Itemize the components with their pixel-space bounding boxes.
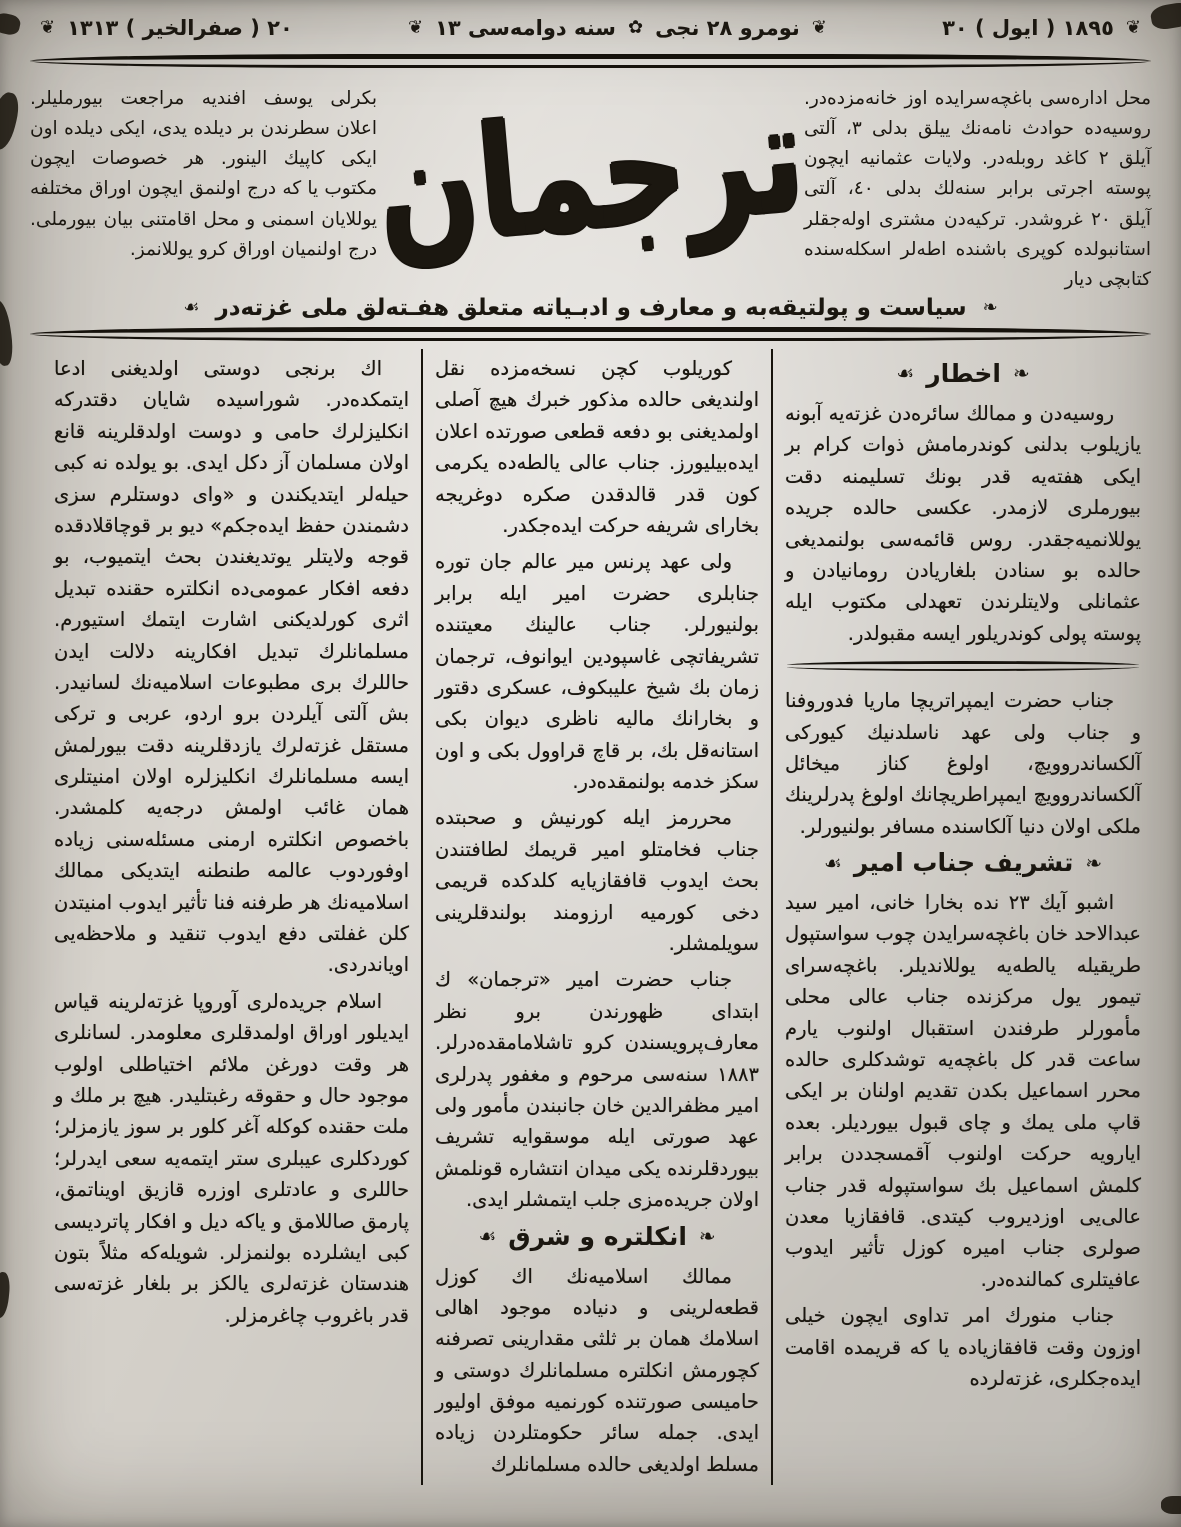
flourish-icon: ☙ (478, 1224, 497, 1249)
date-hijri: ٢٠ ( صفرالخير ) ١٣١٣ (67, 16, 293, 40)
flourish-icon: ☙ (183, 296, 200, 318)
article-columns (30, 349, 1151, 1485)
subtitle-row (30, 295, 1151, 321)
article-paragraph: محررمز ايله كورنيش و صحبتده جناب فخامتلو امير قريمك لطافتندن بحث ايدوب قافقازيايه كلدكده قريمى دخى كورميه ارزومند بولندقلرينى سويلمشلر. (435, 806, 759, 956)
flourish-icon: ❧ (982, 296, 998, 318)
flourish-icon: ❦ (811, 17, 827, 38)
section-title: اخطار (926, 358, 1001, 388)
ink-smudge (1149, 1, 1181, 32)
flourish-icon: ❦ (1125, 17, 1141, 38)
newspaper-title-calligraphy: ترجمان (370, 66, 811, 282)
article-paragraph: جناب منورك امر تداوى ايچون خيلى اوزون وقت قافقازياده يا كه قريمده اقامت ايده‌جكلرى، غزته‌لرده (785, 1304, 1141, 1390)
issue-info-group (408, 16, 827, 40)
flourish-icon: ❧ (1085, 850, 1103, 875)
ink-smudge (1161, 1496, 1181, 1514)
publication-year: سنه دوامه‌سى ١٣ (435, 16, 616, 40)
star-ornament-icon: ✿ (627, 17, 644, 38)
article-divider (787, 661, 1139, 671)
section-title: انكلتره و شرق (508, 1221, 687, 1251)
issue-number: نومرو ٢٨ نجى (655, 16, 800, 40)
article-paragraph: جناب حضرت ايمپراتريچا ماريا فدوروفنا و جناب ولى عهد ناسلدنيك كيوركى آلكساندروويچ، اولوغ كناز ميخائل آلكساندروويچ ايمپراطريچانك اولوغ پدرلرينك ملكى اولان دنيا آلكاسنده مسافر بولنيورلر. (785, 689, 1141, 838)
article-paragraph: اك برنجى دوستى اولديغنى ادعا ايتمكده‌در. شوراسيده شايان دقتدركه انكليزلرك حامى و دوست اولدقلرينه قانع اولان مسلمان آز دكل ايدى. بو يولده نه كبى حيله‌لر ايتديكندن و «واى دوستلرم سزى دشمندن حفظ ايده‌جكم» ديو بر قوچاقلادقده قوجه ولايتلر يوتديغندن بحث ايتميوب، بو دفعه افكار عمومى‌ده انكلتره حقنده تبديل اثرى كورلديكنى اشارت ايتمك استيورم. مسلمانلرك تبديل افكارينه دلالت ايدن حاللرك برى مطبوعات اسلاميه‌نك لسانيدر. بش آلتى آيلردن برو اردو، عربى و تركى مستقل غزته‌لرك يازدقلرينه دقت بيورلمش ايسه مسلمانلرك انكليزلره اولان امنيتلرى همان غائب اولمش درجه‌يه كلمشدر. باخصوص انكلتره ارمنى مسئله‌سنى زياده اوفوردوب عالمه طنطنه ايتديكى ممالك اسلاميه‌نك هر طرفنه فنا تأثير ايدوب امنيتدن كلن غفلتى دفع ايدوب تنقيد و ملاحظه‌يى اوياندردى. (54, 356, 409, 977)
article-paragraph: روسيه‌دن و ممالك سائره‌دن غزته‌يه آبونه يازيلوب بدلنى كوندرمامش ذوات كرام بر ايكى هفته‌يه قدر بونك تسليمنه دقت بيورملرى لازمدر. عكسى حالده جريده يوللانميه‌جقدر. روس قائمه‌سى بولنمديغى حالده بو سنادن بلغاريادن رومانيادن و عثمانلى ولايتلرندن تعهدلى مكتوب ايله پوسته پولى كوندريلور ايسه مقبولدر. (785, 401, 1141, 645)
newspaper-subtitle: سياست و پولتيقه‌به و معارف و ادبـياته متعلق هفـته‌لق ملى غزته‌در (215, 294, 967, 321)
section-header-amir-visit (785, 848, 1141, 877)
date-hijri-group (40, 16, 293, 40)
article-paragraph: اسلام جريده‌لرى آوروپا غزته‌لرينه قياس ايديلور اوراق اولمدقلرى معلومدر. لسانلرى هر وقت دورغن ملائم اختياطلى اولوب موجود حال و حقوقه رغبتليدر. هيچ بر ملك و ملت حقنده كوكله آغر كلور بر سوز يازمزلر؛ كوردكلرى عيبلرى ستر ايتمه‌يه سعى ايدرلر؛ حاللرى و عادتلرى اوزره قازيق اويناتمق، پارمق صاللامق و ياكه ديل و افكار پاترديسى كبى ايشلرده بولنمزلر. شويله‌كه مثلاً بتون هندستان غزته‌لرى يالكز بر بلغار غزته‌سى قدر باغروب چاغرمزلر. (54, 989, 409, 1327)
article-paragraph: جناب حضرت امير «ترجمان» ك ابتداى ظهورندن برو نظر معارف‌پرويسندن كرو تاشلامامقده‌درلر. ١٨٨٣ سنه‌سى مرحوم و مغفور پدرلرى امير مظفرالدين خان جانبندن مأمور ولى عهد صورتى ايله موسقوايه تشريف بيوردقلرنده يكى ميدان انتشاره قونلمش اولان جريده‌مزى جلب ايتمشلر ايدى. (435, 968, 759, 1212)
ink-smudge (0, 1271, 11, 1318)
article-paragraph: ولى عهد پرنس مير عالم جان توره جنابلرى حضرت امير ايله برابر بولنيورلر. جناب عالينك معيتنده تشريفاتچى غاسپودين ايوانوف، ترجمان زمان بك شيخ عليبكوف، عسكرى دقتور و بخارانك ماليه ناظرى ديوان بكى استانه‌قل بك، بر قاچ قراوول بكى و اون سكز خدمه بولنمقده‌در. (435, 550, 759, 794)
flourish-icon: ☙ (896, 361, 915, 386)
header-rule (30, 54, 1151, 68)
column-right (773, 349, 1151, 1485)
article-paragraph: ممالك اسلاميه‌نك اك كوزل قطعه‌لرينى و دنياده موجود اهالى اسلامك همان بر ثلثى مقدارينى تصرفنه كچورمش انكلتره مسلمانلرك دوستى و حاميسى صورتنده كورنميه موفق اوليور ايدى. جمله سائر حكومتلردن زياده مسلط اولديغى حالده مسلمانلرك (435, 1264, 759, 1476)
ink-smudge (0, 12, 22, 37)
flourish-icon: ❦ (40, 17, 56, 38)
masthead-logo-area (370, 66, 811, 282)
flourish-icon: ❧ (1012, 361, 1030, 386)
section-title: تشريف جناب امير (853, 848, 1074, 878)
date-gregorian-group (942, 16, 1141, 40)
masthead (30, 66, 1151, 295)
date-bar (30, 10, 1151, 52)
column-left (48, 349, 421, 1485)
section-header-ikhtar (785, 359, 1141, 388)
flourish-icon: ❧ (698, 1224, 716, 1249)
article-paragraph: كوريلوب كچن نسخه‌مزده نقل اولنديغى حالده مذكور خبرك هيچ آصلى اولمديغنى بو دفعه قطعى صورتده اعلان ايده‌بيليورز. جناب عالى يالطه‌ده يكرمى كون قدر قالدقدن صكره دوغريجه بخاراى شريفه حركت ايده‌جكدر. (435, 356, 759, 537)
subscription-notice: محل اداره‌سى باغچه‌سرايده اوز خانه‌مزده‌در. روسيه‌ده حوادث نامه‌نك ييلق بدلى ٣، آلتى آيلق ٢ كاغد روبله‌در. ولايات عثمانيه ايچون پوسته اجرتى برابر سنه‌لك بدلى ٤٠، آلتى آيلق ٢٠ غروشدر. تركيه‌دن مشترى اوله‌جقلر استانبولده كوپرى باشنده اطه‌لر اسكله‌سنده كتابچى ديار (803, 88, 1151, 290)
section-header-england-east (435, 1222, 759, 1251)
flourish-icon: ☙ (823, 850, 842, 875)
flourish-icon: ❦ (407, 17, 424, 38)
advertisement-notice: بكرلى يوسف افنديه مراجعت بيورمليلر. اعلان سطرندن بر ديلده يدى، ايكى ديلده اون ايكى كاپيك الينور. هر خصوصات ايچون مكتوب يا كه درج اولنمق ايچون اوراق مختلفه يوللايان اسمنى و محل اقامتنى بيان بيورملى. درج اولنميان اوراق كرو يوللانمز. (30, 88, 378, 260)
article-paragraph: اشبو آيك ٢٣ نده بخارا خانى، امير سيد عبدالاحد خان باغچه‌سرايدن چوب سواستپول طريقيله يالطه‌يه يوللانديلر. باغچه‌سراى تيمور يول مركزنده جناب عالى محلى مأمورلر طرفندن استقبال اولنوب يارم ساعت قدر كل باغچه‌يه توشدكلرى حالده محرر اسماعيل بكدن تقديم اولنان بر ايكى قاپ ملى يمك و چاى قبول بيورديلر. بعده ايارويه حركت اولنوب آقمسجددن برابر كلمش اسماعيل بك سواستپوله قدر جناب عالى‌يى اوزديروب كيتدى. قافقازيا معدن صولرى جناب اميره كوزل تأثير ايدوب عافيتلرى كمالنده‌در. (785, 891, 1141, 1291)
ink-smudge (0, 299, 15, 367)
masthead-rule (30, 327, 1151, 341)
column-middle (421, 349, 773, 1485)
date-gregorian: ١٨٩٥ ( ايول ) ٣٠ (942, 16, 1114, 40)
ink-smudge (0, 90, 23, 152)
